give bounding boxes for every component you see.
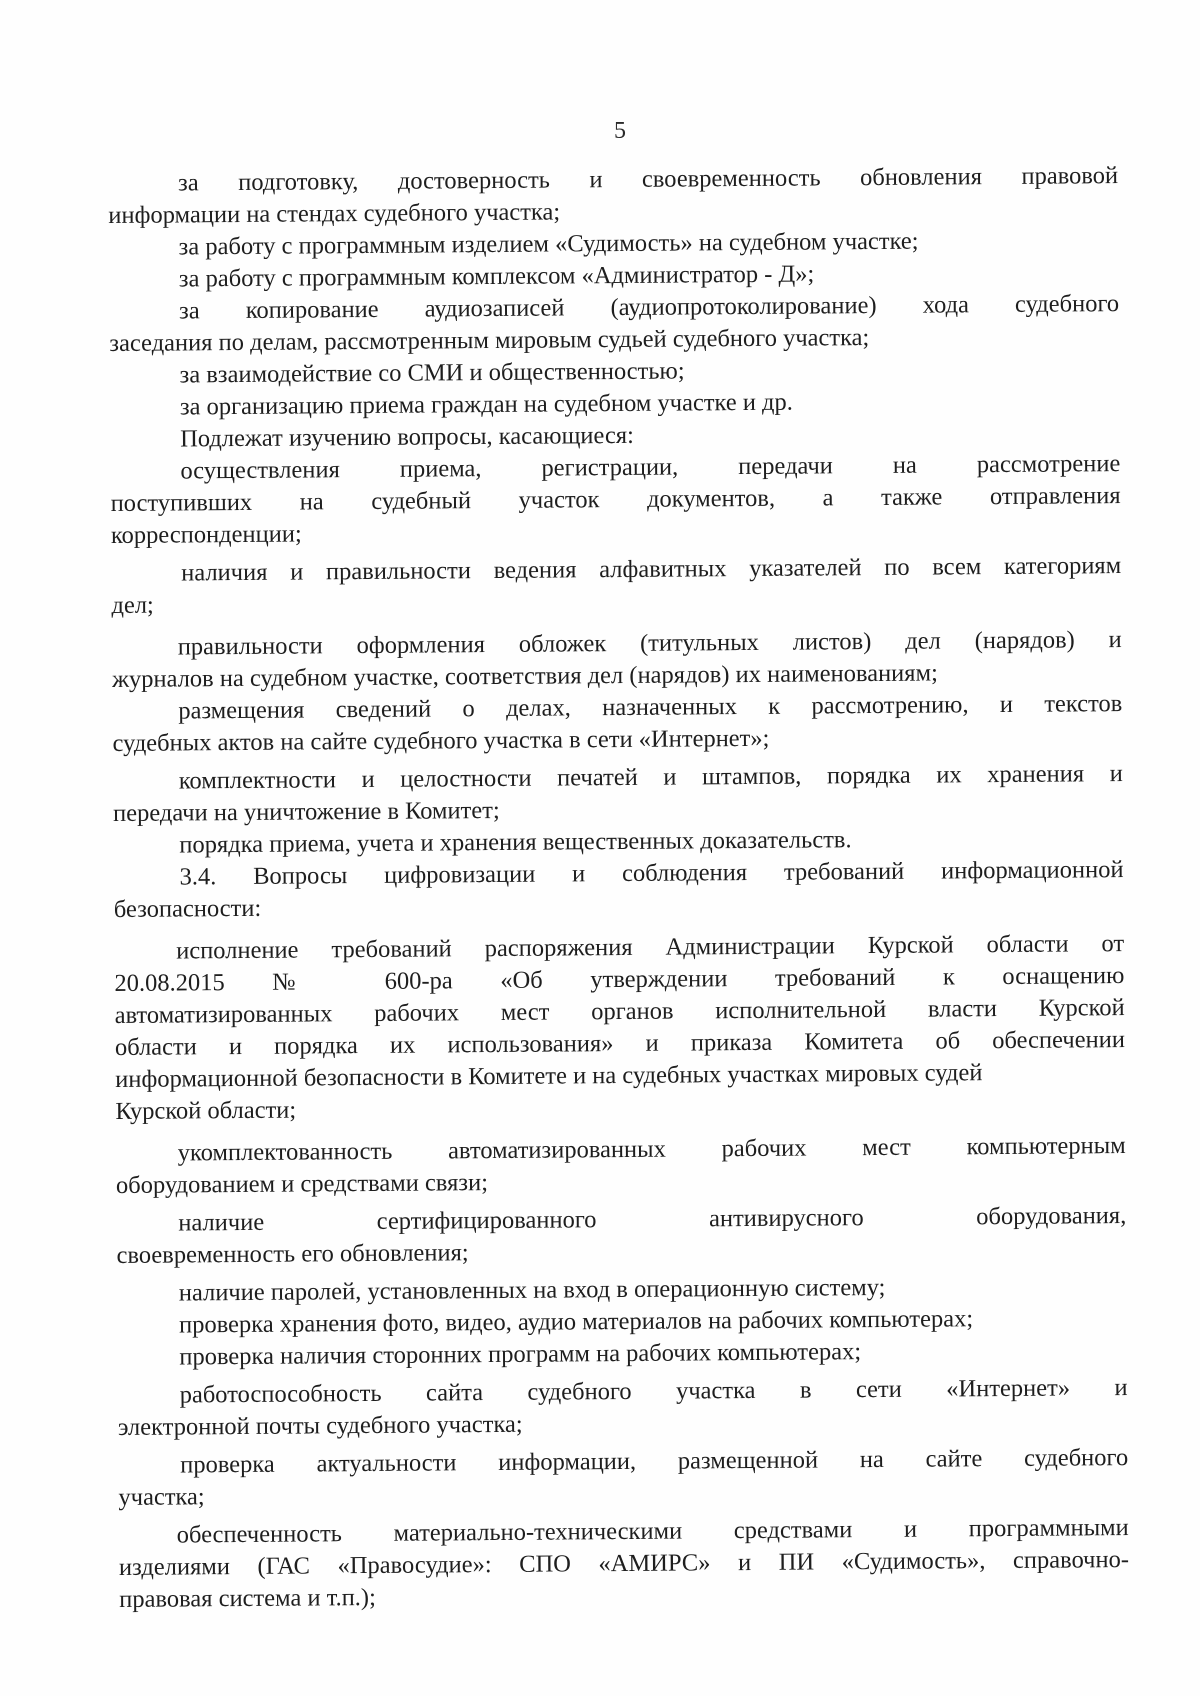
text-line: за взаимодействие со СМИ и общественностью; bbox=[179, 357, 685, 389]
text-line: укомплектованность автоматизированных рабочих мест компьютерным bbox=[177, 1132, 1126, 1167]
text-line: безопасности: bbox=[113, 894, 262, 923]
text-line: корреспонденции; bbox=[110, 520, 302, 549]
document-body bbox=[108, 160, 1129, 1616]
text-line: информационной безопасности в Комитете и на судебных участках мировых судей bbox=[115, 1059, 983, 1093]
text-line: правовая система и т.п.); bbox=[119, 1583, 376, 1613]
text-line: оборудованием и средствами связи; bbox=[115, 1169, 489, 1199]
text-line: судебных актов на сайте судебного участка в сети «Интернет»; bbox=[112, 724, 770, 757]
text-line: правильности оформления обложек (титульных листов) дел (нарядов) и bbox=[177, 626, 1122, 661]
text-line: за копирование аудиозаписей (аудиопротоколирование) хода судебного bbox=[179, 290, 1120, 325]
text-line: наличия и правильности ведения алфавитных указателей по всем категориям bbox=[181, 552, 1122, 587]
text-line: комплектности и целостности печатей и штампов, порядка их хранения и bbox=[178, 760, 1123, 795]
text-line: автоматизированных рабочих мест органов исполнительной власти Курской bbox=[114, 994, 1125, 1029]
text-line: электронной почты судебного участка; bbox=[117, 1410, 523, 1441]
text-line: заседания по делам, рассмотренным мировым судьей судебного участка; bbox=[109, 324, 870, 357]
text-line: обеспеченность материально-техническими средствами и программными bbox=[176, 1514, 1129, 1549]
text-line: поступивших на судебный участок документов, а также отправления bbox=[110, 482, 1121, 517]
text-line: участка; bbox=[118, 1483, 205, 1511]
text-line: за работу с программным комплексом «Администратор - Д»; bbox=[178, 260, 815, 293]
text-line: проверка наличия сторонних программ на рабочих компьютерах; bbox=[179, 1338, 862, 1371]
text-line: наличие паролей, установленных на вход в операционную систему; bbox=[178, 1273, 886, 1307]
text-line: передачи на уничтожение в Комитет; bbox=[112, 796, 500, 827]
text-line: 3.4. Вопросы цифровизации и соблюдения требований информационной bbox=[179, 856, 1124, 891]
page-number: 5 bbox=[614, 118, 626, 144]
text-line: наличие сертифицированного антивирусного оборудования, bbox=[178, 1202, 1127, 1237]
text-line: размещения сведений о делах, назначенных к рассмотрению, и текстов bbox=[178, 690, 1123, 725]
text-line: осуществления приема, регистрации, передачи на рассмотрение bbox=[180, 450, 1121, 485]
text-line: информации на стендах судебного участка; bbox=[108, 198, 561, 229]
text-line: проверка хранения фото, видео, аудио материалов на рабочих компьютерах; bbox=[178, 1305, 974, 1339]
text-line: порядка приема, учета и хранения вещественных доказательств. bbox=[179, 826, 852, 859]
text-line: Курской области; bbox=[115, 1096, 297, 1125]
text-line: своевременность его обновления; bbox=[116, 1239, 469, 1269]
text-line: журналов на судебном участке, соответствия дел (нарядов) их наименованиям; bbox=[111, 659, 938, 693]
text-line: изделиями (ГАС «Правосудие»: СПО «АМИРС» и ПИ «Судимость», справочно- bbox=[118, 1546, 1130, 1581]
text-line: Подлежат изучению вопросы, касающиеся: bbox=[180, 421, 635, 453]
text-line: области и порядка их использования» и приказа Комитета об обеспечении bbox=[114, 1026, 1125, 1061]
text-line: 20.08.2015 № 600-ра «Об утверждении требований к оснащению bbox=[114, 962, 1125, 997]
text-line: за работу с программным изделием «Судимость» на судебном участке; bbox=[178, 227, 919, 261]
text-line: за подготовку, достоверность и своевременность обновления правовой bbox=[178, 162, 1119, 197]
text-line: дел; bbox=[111, 591, 154, 619]
text-line: исполнение требований распоряжения Администрации Курской области от bbox=[176, 930, 1125, 965]
text-line: за организацию приема граждан на судебном участке и др. bbox=[179, 388, 793, 421]
text-line: работоспособность сайта судебного участка в сети «Интернет» и bbox=[179, 1374, 1128, 1409]
text-line: проверка актуальности информации, размещенной на сайте судебного bbox=[180, 1444, 1129, 1479]
